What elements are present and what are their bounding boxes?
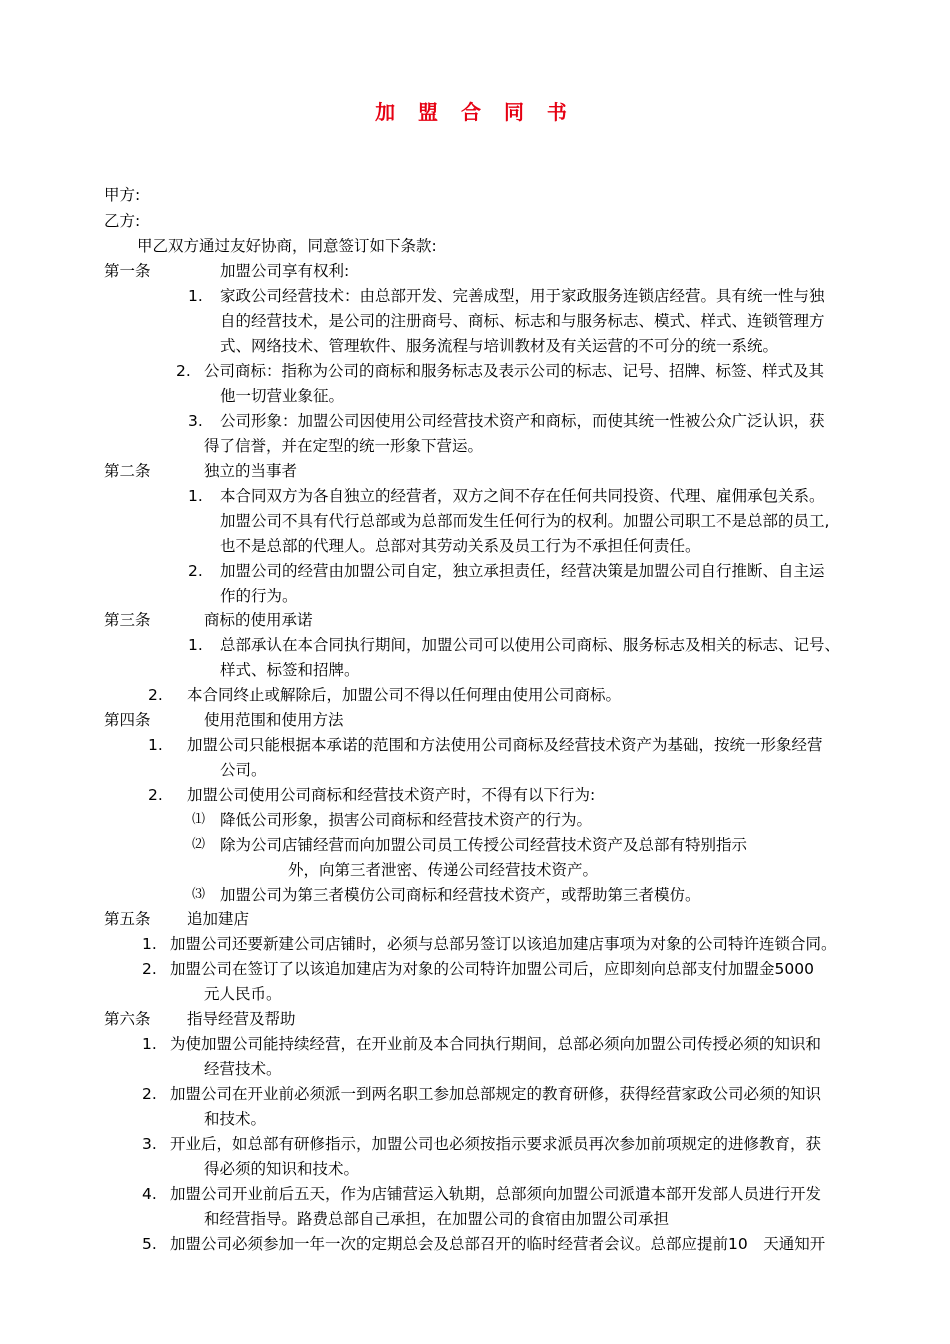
article-2-item-1-line-1: 本合同双方为各自独立的经营者，双方之间不存在任何共同投资、代理、雇佣承包关系。 [220,487,825,505]
article-1-item-2-line-1: 公司商标：指称为公司的商标和服务标志及表示公司的标志、记号、招牌、标签、样式及其 [204,362,825,380]
article-4-sub-3-line-1: 加盟公司为第三者模仿公司商标和经营技术资产，或帮助第三者模仿。 [220,886,701,904]
intro-text: 甲乙双方通过友好协商，同意签订如下条款: [137,237,437,255]
article-6-item-1-line-2: 经营技术。 [204,1060,282,1078]
article-5-item-2-line-2: 元人民币。 [204,985,282,1003]
article-1-item-3-line-1: 公司形象：加盟公司因使用公司经营技术资产和商标，而使其统一性被公众广泛认识，获 [220,412,825,430]
article-4-sub-1-line-1: 降低公司形象，损害公司商标和经营技术资产的行为。 [220,811,593,829]
article-1-label: 第一条 [104,262,151,280]
article-3-heading: 商标的使用承诺 [204,611,313,629]
article-6-item-5-number: 5. [142,1235,157,1253]
article-2-item-2-line-2: 作的行为。 [220,587,298,605]
article-1-item-1-number: 1. [188,287,203,305]
article-4-item-2-line-1: 加盟公司使用公司商标和经营技术资产时，不得有以下行为: [187,786,596,804]
article-4-sub-2-number: ⑵ [192,837,206,852]
article-4-sub-1-number: ⑴ [192,812,206,827]
article-4-item-1-number: 1. [148,736,163,754]
article-4-heading: 使用范围和使用方法 [204,711,344,729]
article-6-item-4-line-2: 和经营指导。路费总部自己承担，在加盟公司的食宿由加盟公司承担 [204,1210,670,1228]
article-1-item-3-number: 3. [188,412,203,430]
article-3-item-2-number: 2. [148,686,163,704]
article-1-item-2-line-2: 他一切营业象征。 [220,387,345,405]
article-2-label: 第二条 [104,462,151,480]
article-6-item-4-number: 4. [142,1185,157,1203]
article-2-item-1-number: 1. [188,487,203,505]
article-5-heading: 追加建店 [187,910,250,928]
article-1-item-1-line-3: 式、网络技术、管理软件、服务流程与培训教材及有关运营的不可分的统一系统。 [220,337,779,355]
article-4-sub-2-line-2: 外，向第三者泄密、传递公司经营技术资产。 [288,861,599,879]
article-5-item-1-line-1: 加盟公司还要新建公司店铺时，必须与总部另签订以该追加建店事项为对象的公司特许连锁合同。 [170,935,837,953]
article-4-sub-3-number: ⑶ [192,887,206,902]
article-2-item-1-line-3: 也不是总部的代理人。总部对其劳动关系及员工行为不承担任何责任。 [220,537,701,555]
document-title: 加 盟 合 同 书 [375,100,575,124]
article-3-label: 第三条 [104,611,151,629]
article-3-item-2-line-1: 本合同终止或解除后，加盟公司不得以任何理由使用公司商标。 [187,686,622,704]
article-2-item-2-number: 2. [188,562,203,580]
article-3-item-1-line-2: 样式、标签和招牌。 [220,661,360,679]
article-1-item-1-line-1: 家政公司经营技术：由总部开发、完善成型，用于家政服务连锁店经营。具有统一性与独 [220,287,825,305]
article-6-heading: 指导经营及帮助 [187,1010,296,1028]
article-6-item-4-line-1: 加盟公司开业前后五天，作为店铺营运入轨期，总部须向加盟公司派遣本部开发部人员进行开发 [170,1185,822,1203]
article-2-item-1-line-2: 加盟公司不具有代行总部或为总部而发生任何行为的权利。加盟公司职工不是总部的员工, [220,512,830,530]
article-1-item-3-line-2: 得了信誉，并在定型的统一形象下营运。 [204,437,484,455]
article-6-item-1-line-1: 为使加盟公司能持续经营，在开业前及本合同执行期间，总部必须向加盟公司传授必须的知识和 [170,1035,822,1053]
article-3-item-1-line-1: 总部承认在本合同执行期间，加盟公司可以使用公司商标、服务标志及相关的标志、记号、 [220,636,841,654]
article-5-item-2-line-1: 加盟公司在签订了以该追加建店为对象的公司特许加盟公司后，应即刻向总部支付加盟金5000 [170,960,814,978]
article-3-item-1-number: 1. [188,636,203,654]
article-4-sub-2-line-1: 除为公司店铺经营而向加盟公司员工传授公司经营技术资产及总部有特别指示 [220,836,748,854]
article-4-item-1-line-2: 公司。 [220,761,267,779]
article-6-item-3-line-1: 开业后，如总部有研修指示，加盟公司也必须按指示要求派员再次参加前项规定的进修教育，获 [170,1135,822,1153]
article-4-label: 第四条 [104,711,151,729]
article-6-item-5-line-1: 加盟公司必须参加一年一次的定期总会及总部召开的临时经营者会议。总部应提前10 天通知开 [170,1235,826,1253]
article-6-item-2-number: 2. [142,1085,157,1103]
article-1-item-2-number: 2. [176,362,191,380]
article-6-item-3-line-2: 得必须的知识和技术。 [204,1160,360,1178]
article-6-item-1-number: 1. [142,1035,157,1053]
article-5-label: 第五条 [104,910,151,928]
article-4-item-1-line-1: 加盟公司只能根据本承诺的范围和方法使用公司商标及经营技术资产为基础，按统一形象经营 [187,736,823,754]
article-6-label: 第六条 [104,1010,151,1028]
article-4-item-2-number: 2. [148,786,163,804]
article-6-item-2-line-1: 加盟公司在开业前必须派一到两名职工参加总部规定的教育研修，获得经营家政公司必须的知识 [170,1085,822,1103]
article-2-item-2-line-1: 加盟公司的经营由加盟公司自定，独立承担责任，经营决策是加盟公司自行推断、自主运 [220,562,825,580]
article-5-item-1-number: 1. [142,935,157,953]
article-6-item-2-line-2: 和技术。 [204,1110,267,1128]
article-6-item-3-number: 3. [142,1135,157,1153]
article-1-heading: 加盟公司享有权利: [220,262,350,280]
article-2-heading: 独立的当事者 [204,462,298,480]
article-5-item-2-number: 2. [142,960,157,978]
party-b-label: 乙方: [104,212,141,230]
article-1-item-1-line-2: 自的经营技术，是公司的注册商号、商标、标志和与服务标志、模式、样式、连锁管理方 [220,312,825,330]
party-a-label: 甲方: [104,186,141,204]
